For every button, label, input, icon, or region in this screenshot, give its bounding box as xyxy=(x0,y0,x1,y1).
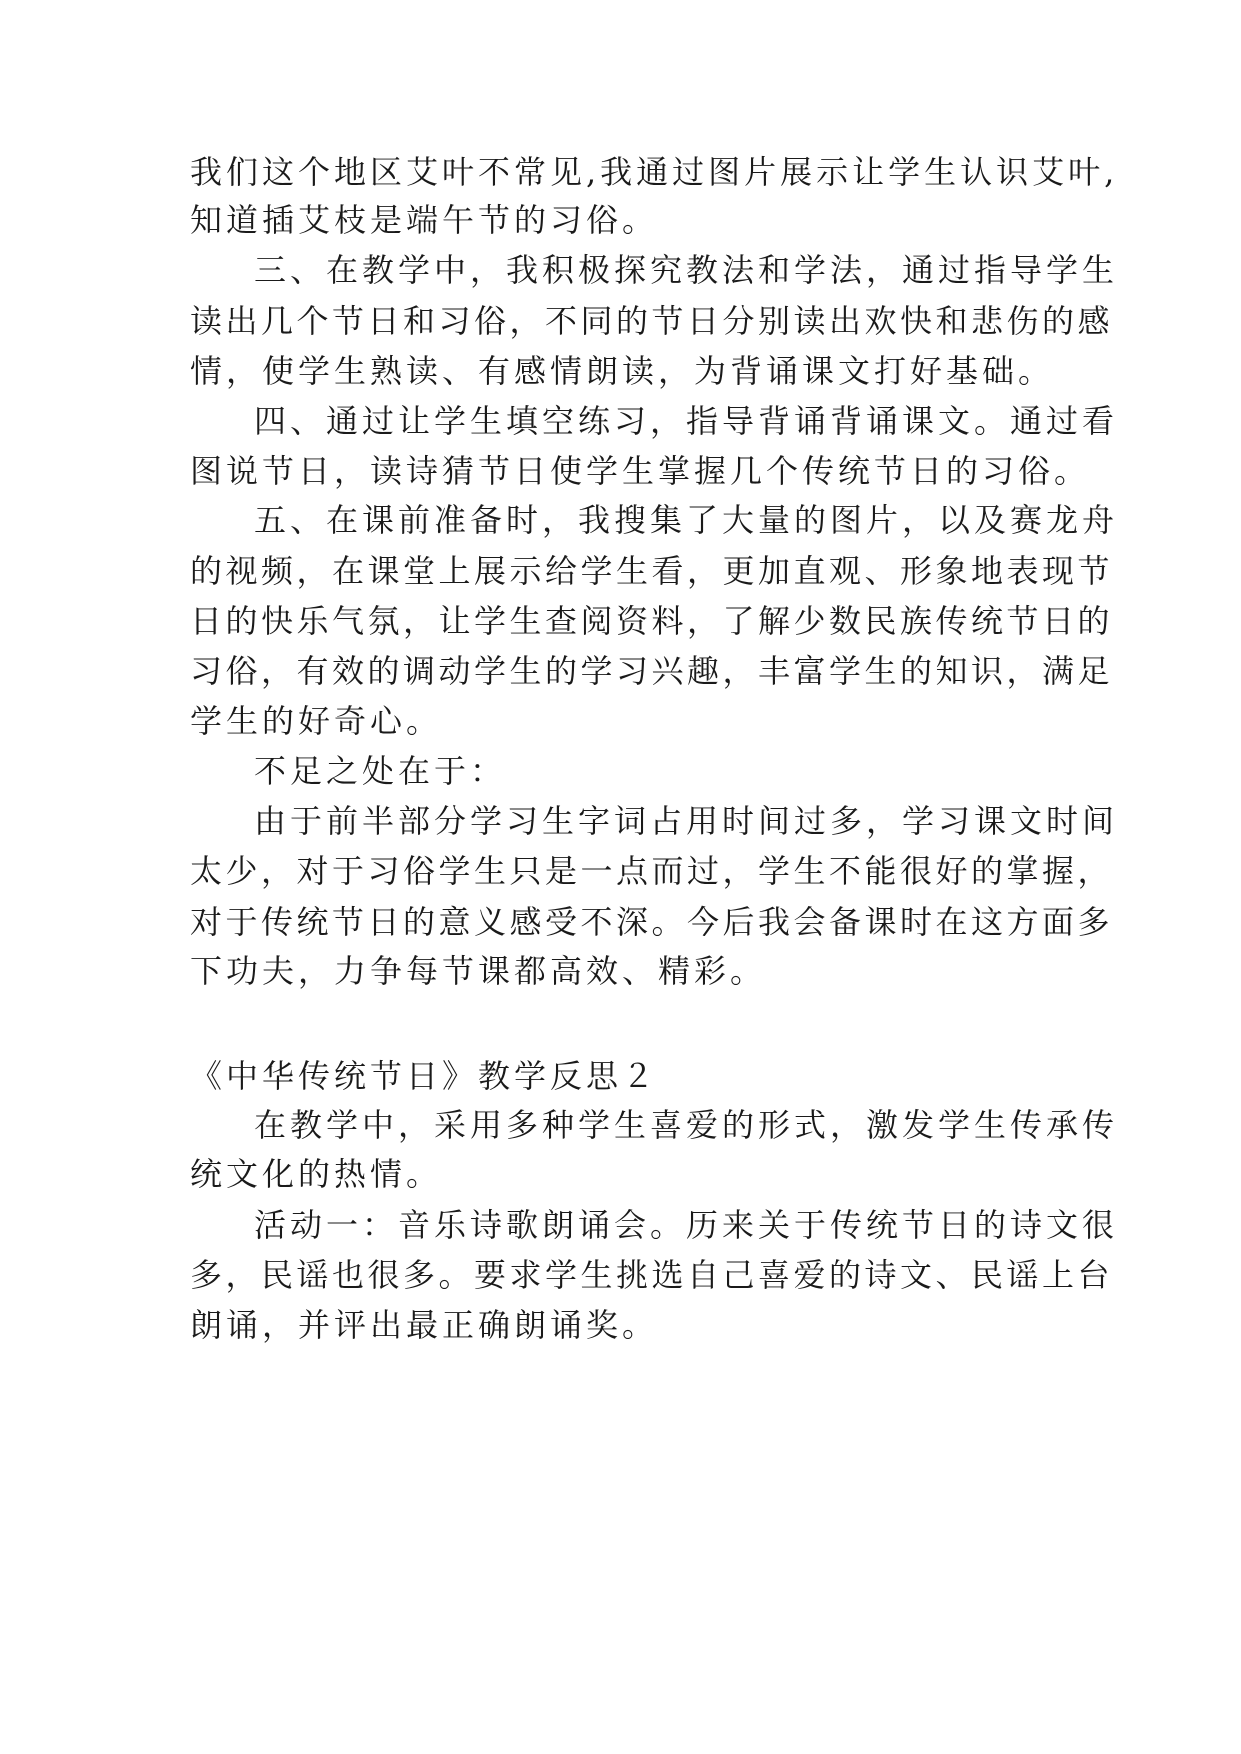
paragraph-line: 学生的好奇心。 xyxy=(190,702,443,740)
paragraph-line: 习俗，有效的调动学生的学习兴趣，丰富学生的知识，满足 xyxy=(190,652,1114,690)
paragraph-line: 我们这个地区艾叶不常见,我通过图片展示让学生认识艾叶, xyxy=(190,153,1119,191)
paragraph-line: 统文化的热情。 xyxy=(190,1155,443,1193)
paragraph-line: 图说节日，读诗猜节日使学生掌握几个传统节日的习俗。 xyxy=(190,452,1091,490)
paragraph-line: 情，使学生熟读、有感情朗读，为背诵课文打好基础。 xyxy=(190,352,1055,390)
section-heading: 《中华传统节日》教学反思２ xyxy=(190,1057,659,1095)
paragraph-line: 日的快乐气氛，让学生查阅资料，了解少数民族传统节日的 xyxy=(190,602,1114,640)
paragraph-line: 太少，对于习俗学生只是一点而过，学生不能很好的掌握， xyxy=(190,852,1114,890)
paragraph-line: 知道插艾枝是端午节的习俗。 xyxy=(190,201,659,239)
paragraph-line: 活动一：音乐诗歌朗诵会。历来关于传统节日的诗文很 xyxy=(254,1206,1119,1244)
paragraph-line: 由于前半部分学习生字词占用时间过多，学习课文时间 xyxy=(254,802,1119,840)
paragraph-line: 四、通过让学生填空练习，指导背诵背诵课文。通过看 xyxy=(254,402,1119,440)
paragraph-line: 对于传统节日的意义感受不深。今后我会备课时在这方面多 xyxy=(190,903,1114,941)
paragraph-line: 下功夫，力争每节课都高效、精彩。 xyxy=(190,952,767,990)
paragraph-line: 五、在课前准备时，我搜集了大量的图片，以及赛龙舟 xyxy=(254,501,1119,539)
paragraph-line: 的视频，在课堂上展示给学生看，更加直观、形象地表现节 xyxy=(190,552,1114,590)
paragraph-line: 三、在教学中，我积极探究教法和学法，通过指导学生 xyxy=(254,251,1119,289)
paragraph-line: 读出几个节日和习俗，不同的节日分别读出欢快和悲伤的感 xyxy=(190,302,1114,340)
paragraph-line: 朗诵，并评出最正确朗诵奖。 xyxy=(190,1306,659,1344)
paragraph-line: 不足之处在于： xyxy=(254,752,507,790)
paragraph-line: 在教学中，采用多种学生喜爱的形式，激发学生传承传 xyxy=(254,1106,1119,1144)
paragraph-line: 多，民谣也很多。要求学生挑选自己喜爱的诗文、民谣上台 xyxy=(190,1256,1114,1294)
